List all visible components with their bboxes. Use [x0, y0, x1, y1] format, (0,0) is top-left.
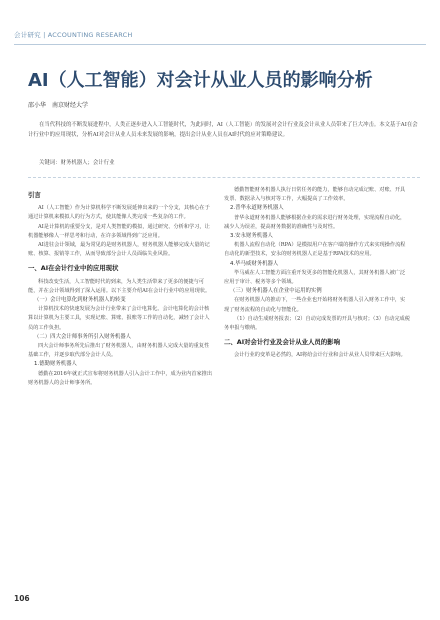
paragraph: AI进驻会计领域，最为常见的是财务机器人，财务机器人能够完成大量的记账、核算、报销等工作，从而导致部分会计人员面临失业风险。	[28, 242, 210, 258]
paragraph: 机器人流程自动化（RPA）是模拟用户在客户端的操作方式来实现操作流程自动化的新型技术，安永的财务机器人正是基于RPA技术的应用。	[224, 242, 406, 258]
left-column	[28, 186, 214, 388]
section-heading-intro: 引言	[28, 191, 41, 199]
page-number: 106	[14, 594, 30, 603]
paragraph: 会计行业的变革是必然的，AI将给会计行业和会计从业人员带来巨大影响。	[234, 352, 406, 359]
keywords: 关键词：财务机器人；会计行业	[39, 160, 115, 166]
paragraph: 在财务机器人的推动下，一些企业也开始将财务机器人引入财务工作中，实现了财务流程的自动化与智能化。	[224, 297, 406, 313]
abstract: 在当代科技的不断发展进程中，人类正逐步进入人工智能时代，为此同时，AI（人工智能）的发展对会计行业及会计从业人员带来了巨大冲击。本文基于AI在会计行业中的应用现状，分析AI对会计从业人员未来发展的影响，提出会计从业人员在AI时代的应对策略建议。	[28, 122, 418, 138]
abstract-divider	[28, 177, 420, 178]
subheading: （一）会计电算化到财务机器人的转变	[34, 297, 126, 304]
subheading: （二）四大会计师事务所引入财务机器人	[34, 333, 132, 340]
article-title: AI（人工智能）对会计从业人员的影响分析	[28, 70, 373, 91]
paragraph: （1）自动生成财务报表；（2）自动完成发票的开具与核对；（3）自动完成税务申报与缴纳。	[224, 315, 410, 332]
right-column	[224, 186, 410, 361]
paragraph: 计算机技术的快速发展为会计行业带来了会计电算化。会计电算化的会计核算以计算机为主要工具，实现记账、算账、报账等工作的自动化，减轻了会计人员的工作负担。	[28, 306, 210, 331]
paragraph: 毕马威在人工智能方面注重开发更多的智能化机器人，其财务机器人被广泛应用于审计、税务等多个领域。	[224, 269, 406, 286]
paragraph: 德勤在2016年就正式宣布将财务机器人引入会计工作中，成为业内首家推出财务机器人的会计师事务所。	[28, 370, 213, 386]
header-divider	[14, 44, 426, 45]
journal-section-header: 会计研究 | ACCOUNTING RESEARCH	[14, 31, 133, 39]
subheading: 1.德勤财务机器人	[34, 361, 77, 368]
paragraph: 德勤智能财务机器人执行日常任务的能力，能够自动完成记账、对账、开具发票、数据录入与核对等工作，大幅提高了工作效率。	[224, 187, 406, 203]
section-heading-2: 二、AI对会计行业及会计从业人员的影响	[224, 338, 340, 347]
article-author: 邵小华 南京财经大学	[28, 102, 89, 109]
subheading: 4.毕马威财务机器人	[230, 260, 279, 267]
paragraph: 四大会计师事务所先后推出了财务机器人，由财务机器人完成大量的重复性基础工作，并逐步取代部分会计人员。	[28, 343, 210, 359]
paragraph: 科技改变生活，人工智能时代的到来，为人类生活带来了更多的便捷与可能，并在会计领域得到了深入运用。以下主要介绍AI在会计行业中的应用现状。	[28, 278, 211, 294]
paragraph: 普华永道财务机器人能够根据企业的需求进行财务处理，实现流程自动化，减少人为误差，提高财务数据的准确性与及时性。	[224, 214, 406, 230]
paragraph: AI（人工智能）作为计算机科学不断发展延伸出来的一个分支，其核心在于通过计算机来模拟人的行为方式，使其能像人类完成一些复杂的工作。	[28, 205, 210, 221]
subheading: （三）财务机器人在企业中运用的实例	[230, 288, 322, 295]
subheading: 2.普华永道财务机器人	[230, 205, 284, 212]
subheading: 3.安永财务机器人	[230, 233, 273, 240]
section-heading-1: 一、AI在会计行业中的应用现状	[28, 264, 119, 273]
paragraph: AI是计算机的重要分支，是对人类智能的模拟，通过研究、分析和学习，让机器能够像人一样思考和行动，在许多领域得到广泛应用。	[28, 223, 210, 239]
